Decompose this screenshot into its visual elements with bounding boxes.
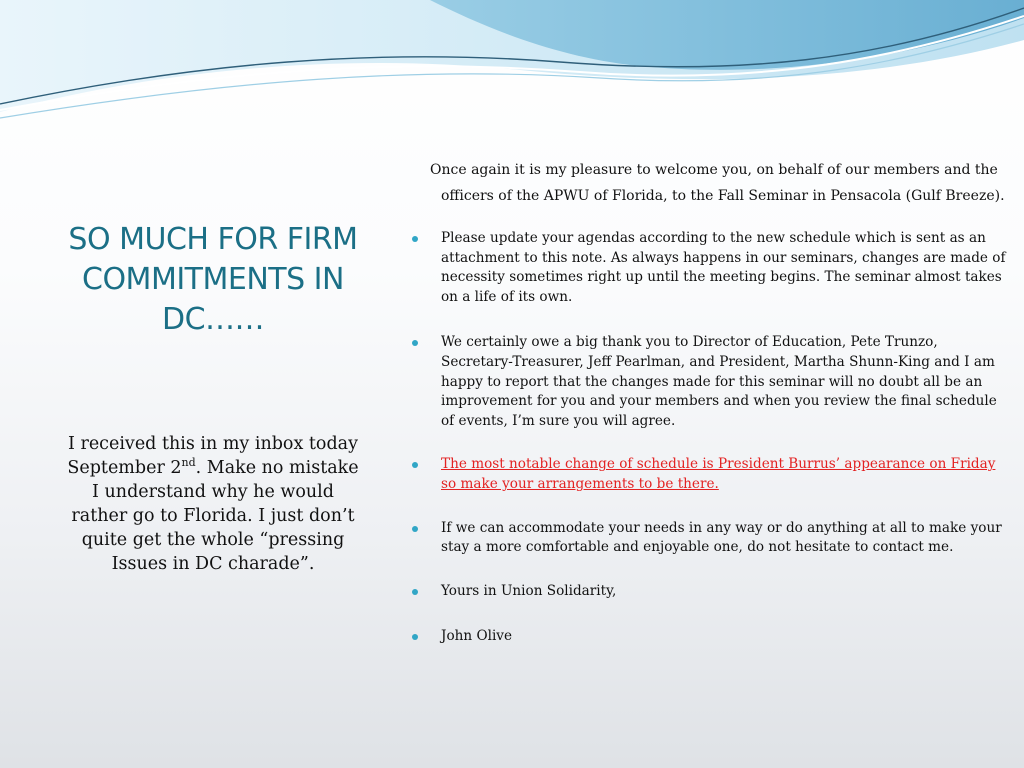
slide-title: SO MUCH FOR FIRM COMMITMENTS IN DC…… bbox=[68, 222, 358, 337]
list-item bbox=[412, 627, 1012, 647]
list-item bbox=[412, 582, 1012, 602]
letter-intro: Once again it is my pleasure to welcome you, on behalf of our members and the officers of the APWU of Florida, to the Fall Seminar in Pensacola (Gulf Breeze). bbox=[430, 162, 1005, 204]
letter-bullet-list bbox=[412, 229, 1012, 647]
highlighted-schedule-note: The most notable change of schedule is President Burrus’ appearance on Friday so make your arrangements to be there. bbox=[441, 456, 996, 492]
caption-text-start: I received this in my inbox today September 2 bbox=[67, 434, 358, 478]
bullet-dot-icon bbox=[412, 462, 418, 468]
bullet-dot-icon bbox=[412, 589, 418, 595]
bullet-dot-icon bbox=[412, 526, 418, 532]
slide-caption bbox=[62, 432, 364, 576]
header-wave-decoration bbox=[0, 0, 1024, 130]
caption-text-end: . Make no mistake I understand why he would rather go to Florida. I just don’t quite get the whole “pressing Issues in DC charade”. bbox=[71, 458, 359, 574]
list-item bbox=[412, 333, 1012, 431]
closing-line: Yours in Union Solidarity, bbox=[441, 582, 617, 599]
caption-superscript: nd bbox=[181, 456, 196, 470]
list-item-highlight bbox=[412, 455, 1012, 494]
bullet-dot-icon bbox=[412, 340, 418, 346]
list-item-text: We certainly owe a big thank you to Director of Education, Pete Trunzo, Secretary-Treasurer, Jeff Pearlman, and President, Martha Shunn-King and I am happy to report that the changes made for this seminar will no doubt all be an improvement for you and your members and when you review the final schedule of events, I’m sure you will agree. bbox=[441, 334, 997, 429]
signature-name: John Olive bbox=[441, 628, 513, 645]
list-item-text: Please update your agendas according to the new schedule which is sent as an attachment to this note. As always happens in our seminars, changes are made of necessity sometimes right up until the meeting begins. The seminar almost takes on a life of its own. bbox=[441, 230, 1006, 305]
list-item bbox=[412, 229, 1012, 307]
bullet-dot-icon bbox=[412, 634, 418, 640]
list-item bbox=[412, 519, 1012, 558]
bullet-dot-icon bbox=[412, 236, 418, 242]
list-item-text: If we can accommodate your needs in any way or do anything at all to make your stay a more comfortable and enjoyable one, do not hesitate to contact me. bbox=[441, 519, 1002, 556]
